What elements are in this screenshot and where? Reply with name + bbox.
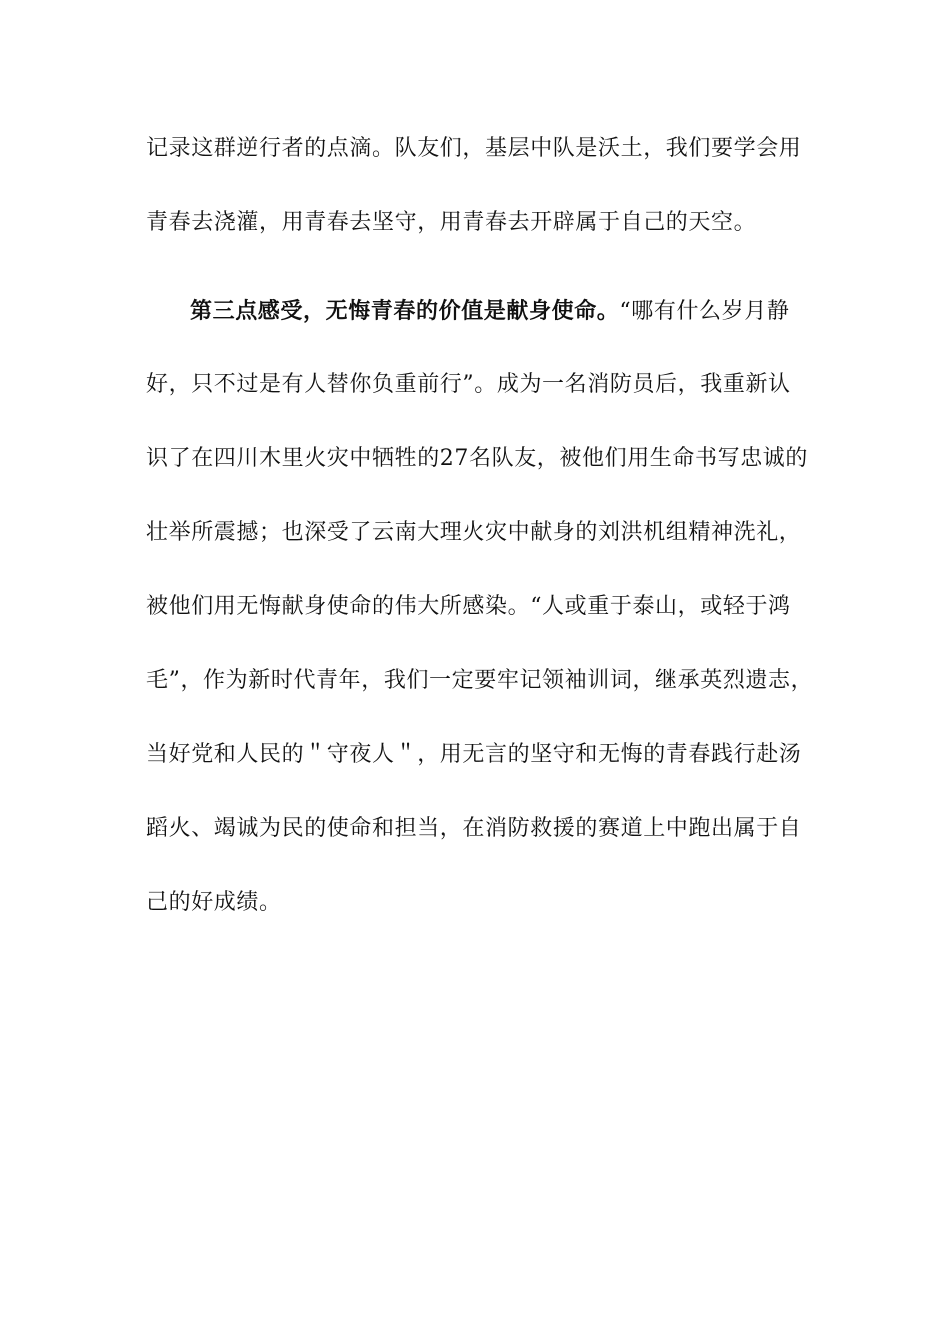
paragraph-1-line-2: 青春去浇灌，用青春去坚守，用青春去开辟属于自己的天空。 [146, 210, 757, 235]
paragraph-2-line-8: 蹈火、竭诚为民的使命和担当，在消防救援的赛道上中跑出属于自 [146, 816, 802, 841]
paragraph-2-line-7: 当好党和人民的＂守夜人＂，用无言的坚守和无悔的青春践行赴汤 [146, 742, 802, 767]
paragraph-2-line-4: 壮举所震撼；也深受了云南大理火灾中献身的刘洪机组精神洗礼， [146, 520, 802, 545]
section-heading: 第三点感受，无悔青春的价值是献身使命。 [190, 298, 620, 324]
paragraph-2-line-1 [190, 296, 860, 327]
paragraph-2-line-9: 己的好成绩。 [146, 890, 282, 915]
paragraph-2-line-3: 识了在四川木里火灾中牺牲的27名队友，被他们用生命书写忠诚的 [146, 446, 808, 471]
paragraph-2-line-2: 好，只不过是有人替你负重前行”。成为一名消防员后，我重新认 [146, 372, 791, 397]
paragraph-2-line-1-rest: “哪有什么岁月静 [619, 299, 790, 324]
paragraph-2-line-6: 毛”，作为新时代青年，我们一定要牢记领袖训词，继承英烈遗志， [146, 668, 814, 693]
paragraph-1-line-1: 记录这群逆行者的点滴。队友们，基层中队是沃土，我们要学会用 [146, 136, 802, 161]
paragraph-2-line-5: 被他们用无悔献身使命的伟大所感染。“人或重于泰山，或轻于鸿 [146, 594, 791, 619]
